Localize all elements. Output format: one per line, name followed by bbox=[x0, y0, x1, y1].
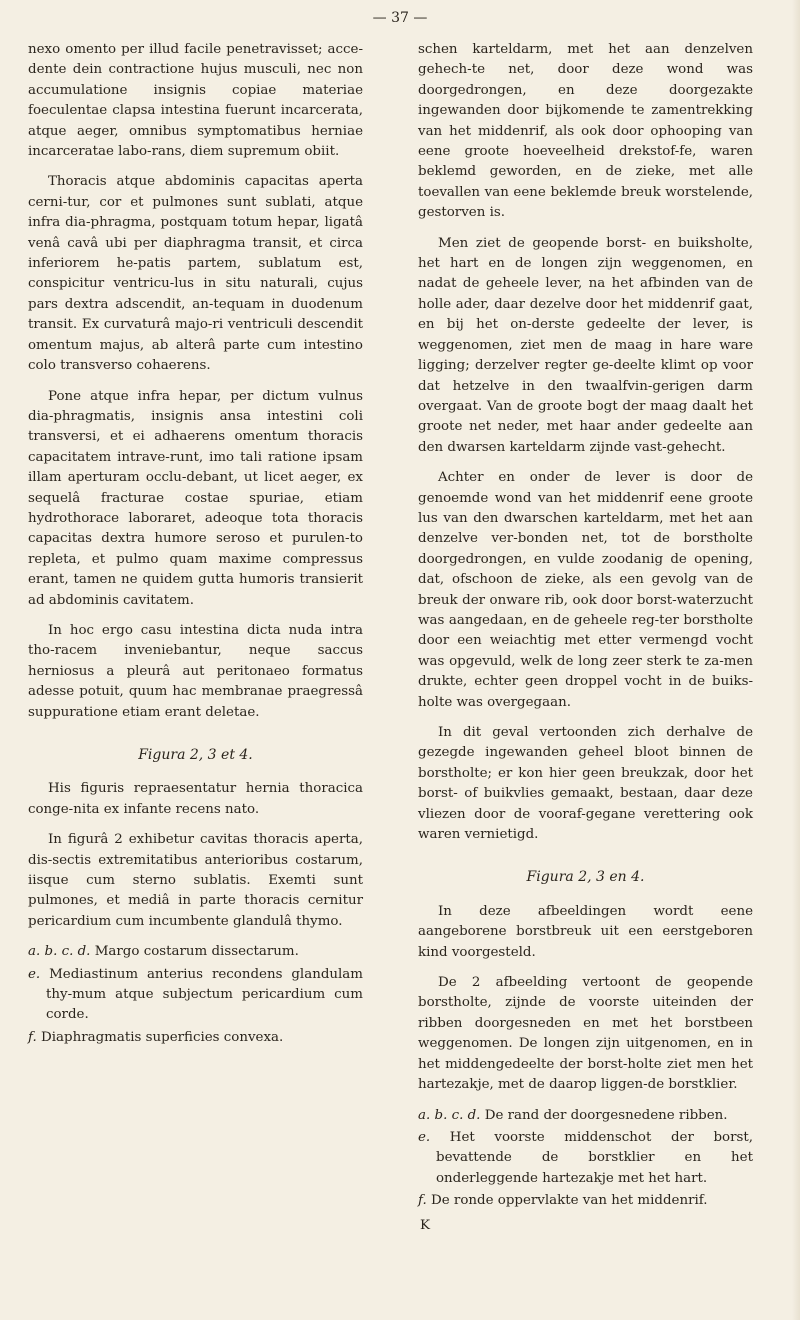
legend-text: De ronde oppervlakte van het middenrif. bbox=[431, 1193, 708, 1209]
legend-item bbox=[418, 1191, 753, 1211]
page-number: — 37 — bbox=[372, 10, 428, 26]
paragraph: Achter en onder de lever is door de genoemde wond van het middenrif eene groote lus van den dwarschen karteldarm, met het aan denzelve ver-bonden net, tot de borstholte doorgedrongen, en vulde zoodanig de opening, dat, ofschoon de zieke, als een gevolg van de breuk der onware rib, ook door borst-waterzucht was aangedaan, en de geheele reg-ter borstholte door een weiachtig met etter vermengd vocht was opgevuld, welk de long zeer sterk te za-men drukte, echter geen droppel vocht in de buiks-holte was overgegaan. bbox=[418, 470, 753, 710]
figure-heading: Figura 2, 3 en 4. bbox=[526, 869, 645, 886]
paragraph: His figuris repraesentatur hernia thoracica conge-nita ex infante recens nato. bbox=[28, 781, 363, 817]
paragraph: In hoc ergo casu intestina dicta nuda intra tho-racem inveniebantur, neque saccus herniosus a pleurâ aut peritonaeo formatus adesse potuit, quum hac membranae praegressâ suppuratione etiam erant deletae. bbox=[28, 622, 363, 720]
legend-key: f. bbox=[28, 1029, 37, 1045]
legend-key: e. bbox=[418, 1129, 431, 1145]
legend-key: a. b. c. d. bbox=[418, 1107, 481, 1123]
legend-key: f. bbox=[418, 1193, 427, 1209]
paragraph: In deze afbeeldingen wordt eene aangeborene borstbreuk uit een eerstgeboren kind voorgesteld. bbox=[418, 903, 753, 960]
figure-heading: Figura 2, 3 et 4. bbox=[138, 747, 253, 763]
paragraph: Thoracis atque abdominis capacitas aperta cerni-tur, cor et pulmones sunt sublati, atque infra dia-phragma, postquam totum hepar, ligatâ venâ cavâ ubi per diaphragma transit, et circa inferiorem he-patis partem, sublatum est, conspicitur ventricu-lus in situ naturali, cujus pars dextra adscendit, an-tequam in duodenum transit. Ex curvaturâ majo-ri ventriculi descendit omentum majus, ab alterâ parte cum intestino colo transverso cohaerens. bbox=[28, 174, 363, 374]
paragraph: In dit geval vertoonden zich derhalve de gezegde ingewanden geheel bloot binnen de borstholte; er kon hier geen breukzak, door het borst- of buikvlies gemaakt, bestaan, daar deze vliezen door de vooraf-gegane verettering ook waren vernietigd. bbox=[418, 725, 753, 843]
legend-text: Het voorste middenschot der borst, bevattende de borstklier en het onderleggende hartezakje met het hart. bbox=[436, 1129, 753, 1186]
legend-text: De rand der doorgesnedene ribben. bbox=[484, 1107, 728, 1123]
latin-column bbox=[28, 40, 363, 1050]
legend-text: Margo costarum dissectarum. bbox=[94, 944, 299, 960]
page-edge bbox=[792, 0, 800, 1320]
legend-item bbox=[28, 965, 363, 1026]
legend-item bbox=[418, 1106, 753, 1126]
paragraph: schen karteldarm, met het aan denzelven gehech-te net, door deze wond was doorgedrongen, en deze doorgezakte ingewanden door bijkomende te zamentrekking van het middenrif, als ook door ophooping van eene groote hoeveelheid drekstof-fe, waren beklemd geworden, en de zieke, met alle toevallen van eene beklemde breuk worstelende, gestorven is. bbox=[418, 42, 753, 221]
legend-key: a. b. c. d. bbox=[28, 944, 91, 960]
paragraph: In figurâ 2 exhibetur cavitas thoracis aperta, dis-sectis extremitatibus anterioribus costarum, iisque cum sterno sublatis. Exemti sunt pulmones, et mediâ in parte thoracis cernitur pericardium cum incumbente glandulâ thymo. bbox=[28, 832, 363, 929]
legend-item bbox=[28, 1028, 363, 1048]
legend-item bbox=[28, 942, 363, 962]
paragraph: nexo omento per illud facile penetravisset; acce-dente dein contractione hujus musculi, nec non accumulatione insignis copiae materiae foeculentae clapsa intestina fuerunt incarcerata, atque aeger, omnibus symptomatibus herniae incarceratae labo-rans, diem supremum obiit. bbox=[28, 42, 363, 160]
signature-mark: K bbox=[420, 1217, 431, 1233]
legend-text: Diaphragmatis superficies convexa. bbox=[41, 1029, 284, 1045]
legend-text: Mediastinum anterius recondens glandulam thy-mum atque subjectum pericardium cum corde. bbox=[46, 966, 363, 1023]
legend-key: e. bbox=[28, 966, 41, 982]
dutch-column bbox=[418, 40, 753, 1236]
paragraph: De 2 afbeelding vertoont de geopende borstholte, zijnde de voorste uiteinden der ribben doorgesneden en met het borstbeen weggenomen. De longen zijn uitgenomen, en in het middengedeelte der borst-holte ziet men het hartezakje, met de daarop liggen-de borstklier. bbox=[418, 975, 753, 1093]
paragraph: Men ziet de geopende borst- en buiksholte, het hart en de longen zijn weggenomen, en nadat de geheele lever, na het afbinden van de holle ader, daar dezelve door het middenrif gaat, en bij het on-derste gedeelte der lever, is weggenomen, ziet men de maag in hare ware ligging; derzelver regter ge-deelte klimt op voor dat hetzelve in den twaalfvin-gerigen darm overgaat. Van de groote bogt der maag daalt het groote net neder, met haar ander gedeelte aan den dwarsen karteldarm zijnde vast-gehecht. bbox=[418, 235, 753, 455]
paragraph: Pone atque infra hepar, per dictum vulnus dia-phragmatis, insignis ansa intestini coli transversi, et ei adhaerens omentum thoracis capacitatem intrave-runt, imo tali ratione ipsam illam aperturam occlu-debant, ut licet aeger, ex sequelâ fracturae costae spuriae, etiam hydrothorace laboraret, adeoque tota thoracis capacitas dextra humore seroso et purulen-to repleta, et pulmo quam maxime compressus erant, tamen ne quidem gutta humoris transierit ad abdominis cavitatem. bbox=[28, 388, 363, 608]
legend-item bbox=[418, 1128, 753, 1189]
